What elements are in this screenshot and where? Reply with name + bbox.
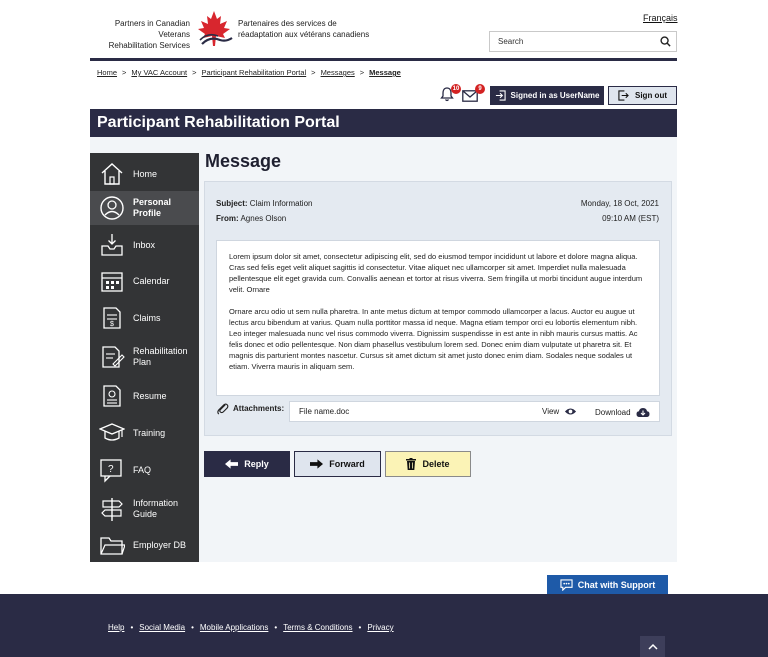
language-toggle-link[interactable]: Français <box>643 13 678 23</box>
site-logo[interactable] <box>90 10 378 51</box>
sidebar-label: Personal Profile <box>133 197 172 218</box>
sidebar-label: FAQ <box>133 464 152 475</box>
attachment-filename[interactable]: File name.doc <box>299 407 350 416</box>
footer-link-privacy[interactable]: Privacy <box>367 623 394 632</box>
download-attachment-link[interactable] <box>595 407 650 418</box>
from-value: Agnes Olson <box>240 214 287 223</box>
signed-in-label: Signed in as UserName <box>510 91 600 100</box>
sidebar-label: Calendar <box>133 275 170 286</box>
sidebar-item-claims[interactable] <box>90 301 199 335</box>
reply-arrow-icon <box>225 459 238 469</box>
footer-link-help[interactable]: Help <box>108 623 125 632</box>
back-to-top-button[interactable] <box>640 636 665 657</box>
svg-text:?: ? <box>108 464 114 475</box>
resume-icon <box>99 383 125 409</box>
mail-envelope-icon[interactable] <box>462 87 480 103</box>
reply-label: Reply <box>244 459 269 469</box>
sign-in-icon <box>495 90 506 101</box>
header-divider <box>90 58 677 61</box>
breadcrumb-separator: > <box>311 68 316 77</box>
sidebar-label: Inbox <box>133 239 156 250</box>
footer-link-social-media[interactable]: Social Media <box>139 623 186 632</box>
footer-link-terms[interactable]: Terms & Conditions <box>283 623 353 632</box>
breadcrumb-separator: > <box>192 68 197 77</box>
view-attachment-link[interactable] <box>542 407 577 416</box>
message-from <box>216 214 286 223</box>
attachments-label-group <box>216 402 284 415</box>
sidebar-item-home[interactable] <box>90 158 199 190</box>
breadcrumb-portal[interactable]: Participant Rehabilitation Portal <box>201 68 307 77</box>
sidebar-item-training[interactable] <box>90 417 199 449</box>
sidebar-label: Training <box>133 427 166 438</box>
page-title: Message <box>205 151 282 171</box>
paperclip-icon <box>216 402 229 415</box>
sidebar-item-rehabilitation-plan[interactable] <box>90 339 199 375</box>
svg-text:$: $ <box>110 321 114 328</box>
sidebar-item-inbox[interactable] <box>90 229 199 261</box>
footer-separator: • <box>191 623 194 632</box>
breadcrumb-separator: > <box>359 68 365 77</box>
sign-out-icon <box>618 90 629 101</box>
logo-english-text: Partners in Canadian Veterans Rehabilitation Services <box>108 19 190 50</box>
signpost-icon <box>99 496 125 522</box>
sidebar-item-resume[interactable] <box>90 380 199 412</box>
maple-leaf-icon <box>194 10 234 48</box>
notification-count-badge: 10 <box>452 86 460 92</box>
breadcrumb-my-vac-account[interactable]: My VAC Account <box>131 68 188 77</box>
footer-separator: • <box>274 623 278 632</box>
footer-links <box>108 623 394 632</box>
message-paragraph: Ornare arcu odio ut sem nulla pharetra. In ante metus dictum at tempor commodo ullamcorper a lacus. Auctor eu augue ut lectus arcu bibendum at varius. Quam nulla porttitor massa id neque. Magna etiam tempor orci eu lobortis elementum nibh. Leo integer malesuada nunc vel risus commodo viverra. Dignissim suspendisse in est ante in nibh mauris cursus mattis. Ac felis donec et odio pellentesque. Non diam phasellus vestibulum lorem sed. Donec enim diam vulputate ut pharetra sit. Et magnis dis parturient montes nascetur. Cursus sit amet dictum sit amet justo donec enim diam. Sodales neque sodales ut etiam. Viverra mauris in aliquam sem. <box>229 307 638 371</box>
plan-icon <box>99 344 125 370</box>
forward-arrow-icon <box>310 459 323 469</box>
chat-bubble-icon <box>560 579 573 591</box>
person-icon <box>99 195 125 221</box>
search-bar <box>489 31 677 52</box>
footer-separator: • <box>130 623 134 632</box>
sidebar-label: Claims <box>133 312 161 323</box>
portal-title-banner: Participant Rehabilitation Portal <box>90 109 677 137</box>
sign-out-label: Sign out <box>635 91 667 100</box>
delete-button[interactable] <box>385 451 471 477</box>
calendar-icon <box>99 268 125 294</box>
message-paragraph: Lorem ipsum dolor sit amet, consectetur adipiscing elit, sed do eiusmod tempor incididunt ut labore et dolore magna aliqua. Cras sed felis eget velit aliquet sagittis id consectetur. Vitae aliquet nec ullamcorper sit amet. Imperdiet nulla malesuada pellentesque elit eget gravida cum. Convallis aenean et tortor at risus viverra. Sem fringilla ut morbi tincidunt augue interdum velit. Ornare <box>229 252 643 294</box>
breadcrumb-messages[interactable]: Messages <box>320 68 355 77</box>
home-icon <box>99 161 125 187</box>
inbox-icon <box>99 232 125 258</box>
subject-value: Claim Information <box>249 199 313 208</box>
faq-icon <box>99 457 125 483</box>
delete-label: Delete <box>422 459 450 469</box>
breadcrumb-separator: > <box>122 68 127 77</box>
search-icon[interactable] <box>654 32 676 51</box>
breadcrumb <box>97 68 401 77</box>
forward-button[interactable] <box>294 451 381 477</box>
message-subject <box>216 199 312 208</box>
folder-icon <box>99 532 125 558</box>
logo-french-text: Partenaires des services de réadaptation aux vétérans canadiens <box>238 19 370 39</box>
footer-link-mobile-applications[interactable]: Mobile Applications <box>199 623 269 632</box>
trash-icon <box>406 458 416 470</box>
reply-button[interactable] <box>204 451 290 477</box>
sidebar-item-employer-db[interactable] <box>90 529 199 561</box>
attachments-label: Attachments: <box>233 404 285 413</box>
footer-separator: • <box>358 623 362 632</box>
message-body <box>216 240 660 396</box>
message-time: 09:10 AM (EST) <box>602 214 659 223</box>
chat-with-support-button[interactable] <box>547 575 668 594</box>
graduation-cap-icon <box>99 420 125 446</box>
eye-icon <box>564 407 577 416</box>
sidebar-item-personal-profile[interactable] <box>90 191 199 225</box>
breadcrumb-home[interactable]: Home <box>97 68 118 77</box>
notification-bell-icon[interactable] <box>440 86 460 103</box>
sidebar-item-information-guide[interactable] <box>90 491 199 527</box>
cloud-download-icon <box>636 407 650 418</box>
sidebar-label: Information Guide <box>133 498 179 519</box>
search-input[interactable] <box>490 37 654 46</box>
breadcrumb-current-message: Message <box>369 68 401 77</box>
sidebar-item-calendar[interactable] <box>90 265 199 297</box>
from-label: From: <box>216 214 239 223</box>
mail-count-badge: 9 <box>475 84 485 94</box>
forward-label: Forward <box>329 459 365 469</box>
sidebar-label: Resume <box>133 390 167 401</box>
view-label: View <box>542 407 560 416</box>
chat-label: Chat with Support <box>577 579 656 590</box>
sign-out-button[interactable] <box>608 86 677 105</box>
signed-in-user-button[interactable] <box>490 86 604 105</box>
sidebar-item-faq[interactable] <box>90 454 199 486</box>
claims-icon <box>99 305 125 331</box>
subject-label: Subject: <box>216 199 248 208</box>
sidebar-nav <box>90 153 199 562</box>
chevron-up-icon <box>648 643 658 650</box>
message-date: Monday, 18 Oct, 2021 <box>580 199 659 208</box>
sidebar-label: Home <box>133 168 158 179</box>
sidebar-label: Employer DB <box>133 539 187 550</box>
sidebar-label: Rehabilitation Plan <box>133 346 188 367</box>
download-label: Download <box>595 408 631 417</box>
